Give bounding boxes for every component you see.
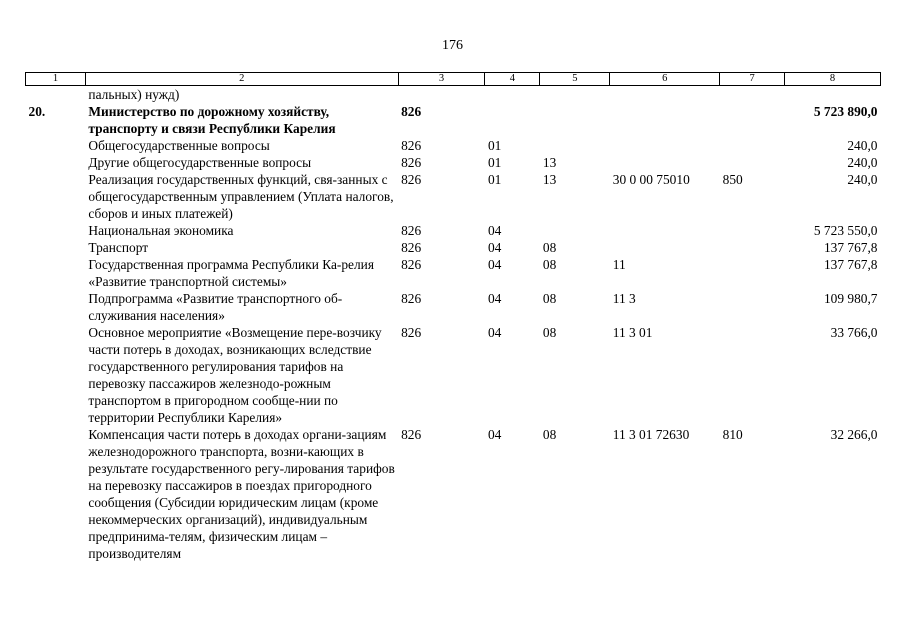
- code-target: [610, 239, 720, 256]
- table-row: [26, 426, 881, 562]
- code-ministry: 826: [401, 427, 422, 442]
- code-ministry: 826: [401, 172, 422, 187]
- code-expense-type: 850: [722, 172, 743, 187]
- code-target: [610, 137, 720, 154]
- row-number: [26, 324, 86, 426]
- code-subsection: [540, 86, 610, 104]
- code-section: 04: [487, 291, 502, 306]
- table-row: [26, 324, 881, 426]
- code-target: 11: [612, 257, 626, 272]
- code-ministry: 826: [401, 104, 422, 119]
- row-name: Компенсация части потерь в доходах органи-зациям железнодорожного транспорта, возни-кающих в результате государственного регу-лирования тарифов на перевозку пассажиров в поездах пригородного сообщения (Субсидии юридическим лицам (кроме некоммерческих организаций), индивидуальным предпринима-телям, физическим лицам – производителям: [88, 427, 395, 561]
- row-name: Национальная экономика: [88, 223, 234, 238]
- column-header: 7: [720, 73, 785, 86]
- code-section: 01: [487, 138, 502, 153]
- row-number: [26, 171, 86, 222]
- row-amount: 240,0: [847, 155, 878, 170]
- code-ministry: 826: [401, 257, 422, 272]
- code-ministry: 826: [401, 155, 422, 170]
- row-amount: 109 980,7: [823, 291, 878, 306]
- code-section: 04: [487, 325, 502, 340]
- column-header: 6: [610, 73, 720, 86]
- code-expense-type: [720, 103, 785, 137]
- budget-table: [25, 72, 881, 562]
- row-amount: 240,0: [847, 138, 878, 153]
- code-expense-type: [720, 256, 785, 290]
- row-amount: 240,0: [847, 172, 878, 187]
- table-row: [26, 103, 881, 137]
- table-row: [26, 154, 881, 171]
- column-header: 1: [26, 73, 86, 86]
- code-expense-type: [720, 324, 785, 426]
- row-name: Реализация государственных функций, свя-занных с общегосударственным управлением (Уплата налогов, сборов и иных платежей): [88, 172, 394, 221]
- row-amount: 32 266,0: [830, 427, 878, 442]
- row-name: Другие общегосударственные вопросы: [88, 155, 312, 170]
- code-subsection: [540, 103, 610, 137]
- code-expense-type: [720, 137, 785, 154]
- row-amount: 137 767,8: [823, 240, 878, 255]
- table-row: [26, 86, 881, 104]
- header-row: [26, 73, 881, 86]
- row-name: Государственная программа Республики Ка-релия «Развитие транспортной системы»: [88, 257, 375, 289]
- row-name: пальных) нужд): [88, 87, 180, 102]
- row-name: Общегосударственные вопросы: [88, 138, 270, 153]
- code-section: 04: [487, 240, 502, 255]
- code-target: [610, 103, 720, 137]
- code-subsection: 08: [542, 240, 557, 255]
- row-number: [26, 290, 86, 324]
- code-ministry: 826: [401, 325, 422, 340]
- code-section: 04: [487, 427, 502, 442]
- code-ministry: 826: [401, 138, 422, 153]
- row-name: Министерство по дорожному хозяйству, транспорту и связи Республики Карелия: [88, 104, 336, 136]
- code-expense-type: [720, 222, 785, 239]
- code-expense-type: [720, 86, 785, 104]
- code-subsection: 08: [542, 257, 557, 272]
- column-header: 5: [540, 73, 610, 86]
- table-row: [26, 171, 881, 222]
- table-body: [26, 86, 881, 563]
- code-target: [610, 222, 720, 239]
- table-header: [26, 73, 881, 86]
- code-target: [610, 154, 720, 171]
- row-number: [26, 222, 86, 239]
- code-target: 30 0 00 75010: [612, 172, 690, 187]
- code-expense-type: [720, 290, 785, 324]
- code-section: 01: [487, 155, 502, 170]
- code-section: [485, 86, 540, 104]
- code-expense-type: 810: [722, 427, 743, 442]
- row-amount: 5 723 550,0: [813, 223, 878, 238]
- code-ministry: 826: [401, 291, 422, 306]
- row-number: [26, 137, 86, 154]
- code-subsection: 08: [542, 325, 557, 340]
- table-row: [26, 290, 881, 324]
- row-amount: 5 723 890,0: [813, 104, 878, 119]
- row-number: [26, 154, 86, 171]
- row-name: Транспорт: [88, 240, 149, 255]
- code-section: 01: [487, 172, 502, 187]
- code-subsection: 08: [542, 291, 557, 306]
- row-amount: 33 766,0: [830, 325, 878, 340]
- table-row: [26, 137, 881, 154]
- row-number: 20.: [28, 104, 46, 119]
- row-name: Подпрограмма «Развитие транспортного об-служивания населения»: [88, 291, 343, 323]
- table-row: [26, 239, 881, 256]
- code-section: 04: [487, 223, 502, 238]
- row-amount: [785, 86, 881, 104]
- row-number: [26, 239, 86, 256]
- table-row: [26, 222, 881, 239]
- code-target: 11 3: [612, 291, 636, 306]
- code-target: [610, 86, 720, 104]
- page-number: 176: [442, 38, 463, 53]
- row-number: [26, 256, 86, 290]
- row-name: Основное мероприятие «Возмещение пере-возчику части потерь в доходах, возникающих вследствие государственного регулирования тарифов на перевозку пассажиров железнодо-рожным транспортом в пригородном сообще-нии по территории Республики Карелия»: [88, 325, 382, 425]
- column-header: 8: [785, 73, 881, 86]
- column-header: 2: [85, 73, 398, 86]
- code-ministry: 826: [401, 223, 422, 238]
- code-expense-type: [720, 239, 785, 256]
- code-section: [485, 103, 540, 137]
- code-subsection: 08: [542, 427, 557, 442]
- row-number: [26, 426, 86, 562]
- row-amount: 137 767,8: [823, 257, 878, 272]
- code-subsection: [540, 222, 610, 239]
- code-subsection: [540, 137, 610, 154]
- code-target: 11 3 01: [612, 325, 653, 340]
- code-section: 04: [487, 257, 502, 272]
- code-expense-type: [720, 154, 785, 171]
- row-number: [26, 86, 86, 104]
- column-header: 3: [398, 73, 485, 86]
- code-ministry: [398, 86, 485, 104]
- table-row: [26, 256, 881, 290]
- code-ministry: 826: [401, 240, 422, 255]
- code-subsection: 13: [542, 172, 557, 187]
- code-subsection: 13: [542, 155, 557, 170]
- column-header: 4: [485, 73, 540, 86]
- code-target: 11 3 01 72630: [612, 427, 690, 442]
